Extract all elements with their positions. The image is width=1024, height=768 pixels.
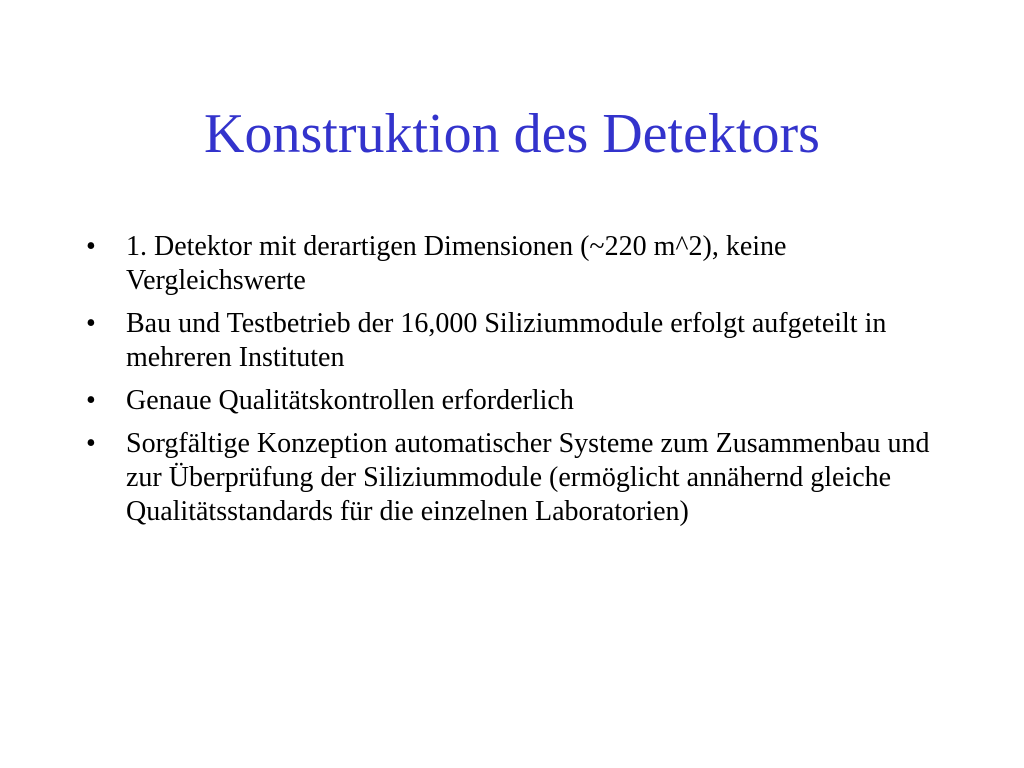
bullet-list [86,230,946,538]
bullet-item [86,427,946,529]
bullet-text: Bau und Testbetrieb der 16,000 Siliziummodule erfolgt aufgeteilt in mehreren Instituten [126,308,887,373]
bullet-marker: • [86,308,96,339]
bullet-text: Genaue Qualitätskontrollen erforderlich [126,385,574,416]
bullet-marker: • [86,231,96,262]
bullet-marker: • [86,428,96,459]
slide-title: Konstruktion des Detektors [204,103,820,165]
bullet-marker: • [86,385,96,416]
bullet-text: Sorgfältige Konzeption automatischer Systeme zum Zusammenbau und zur Überprüfung der Siliziummodule (ermöglicht annähernd gleiche Qualitätsstandards für die einzelnen Laboratorien) [126,428,930,527]
bullet-item [86,307,946,375]
bullet-item [86,384,946,418]
bullet-text: 1. Detektor mit derartigen Dimensionen (~220 m^2), keine Vergleichswerte [126,231,787,296]
bullet-item [86,230,946,298]
